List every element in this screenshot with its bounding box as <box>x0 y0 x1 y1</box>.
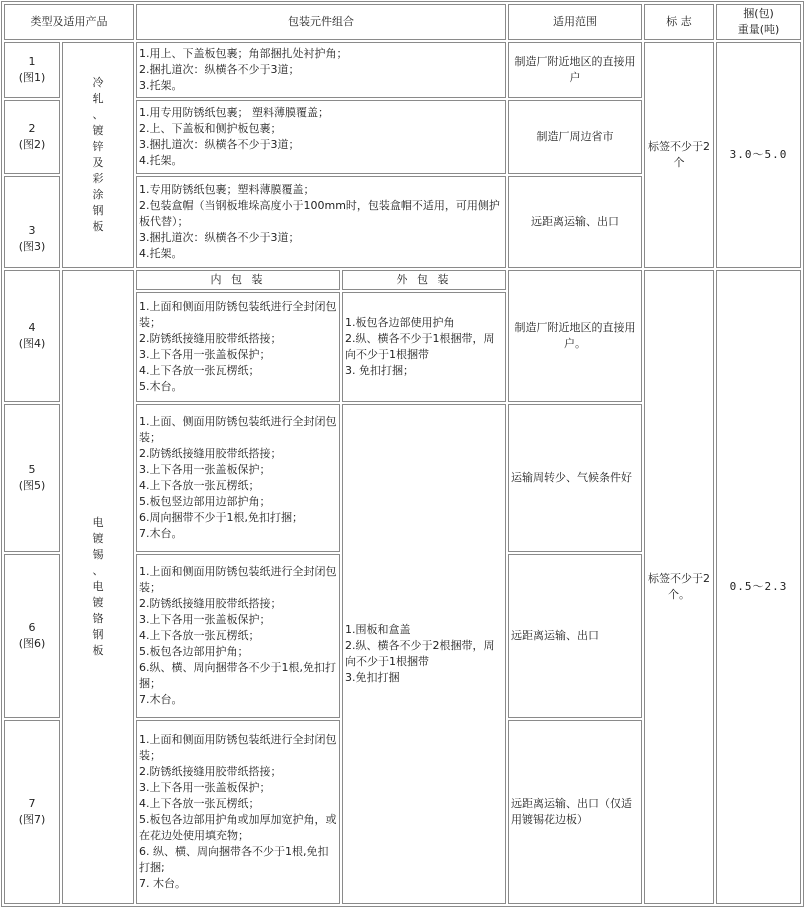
header-row <box>4 4 801 40</box>
scope-cell: 远距离运输、出口 <box>508 176 642 268</box>
inner-packaging-list <box>136 554 340 718</box>
list-item: 4.上下各放一张瓦楞纸； <box>139 797 260 810</box>
list-item: 4.上下各放一张瓦楞纸； <box>139 629 260 642</box>
inner-packaging-list <box>136 720 340 904</box>
list-item: 2.防锈纸接缝用胶带纸搭接； <box>139 597 282 610</box>
figure-ref: (图4) <box>18 337 46 350</box>
figure-ref: (图3) <box>18 240 46 253</box>
list-item: 2.包装盒帽（当钢板堆垛高度小于100mm时，包装盒帽不适用，可用侧护板代替）； <box>139 199 500 228</box>
type-number-cell <box>4 176 60 268</box>
list-item: 1.围板和盒盖 <box>345 623 411 636</box>
type-number-cell <box>4 404 60 552</box>
list-item: 4.上下各放一张瓦楞纸； <box>139 479 260 492</box>
list-item: 2.纵、横各不少于1根捆带，周向不少于1根捆带 <box>345 332 495 361</box>
list-item: 7.木台。 <box>139 527 183 540</box>
inner-packaging-header: 内 包 装 <box>136 270 340 290</box>
header-weight-line1: 捆(包) <box>743 7 774 20</box>
figure-ref: (图5) <box>18 479 46 492</box>
figure-ref: (图7) <box>18 813 46 826</box>
list-item: 2.防锈纸接缝用胶带纸搭接； <box>139 765 282 778</box>
list-item: 1.板包各边部使用护角 <box>345 316 455 329</box>
list-item: 6.纵、横、周向捆带各不少于1根,免扣打捆； <box>139 661 336 690</box>
list-item: 7.木台。 <box>139 693 183 706</box>
list-item: 6. 纵、横、周向捆带各不少于1根,免扣打捆; <box>139 845 329 874</box>
type-number-cell <box>4 100 60 174</box>
weight-cell: 0.5～2.3 <box>716 270 801 904</box>
scope-cell: 制造厂附近地区的直接用户 <box>508 42 642 98</box>
type-number-cell <box>4 270 60 402</box>
list-item: 2.防锈纸接缝用胶带纸搭接； <box>139 332 282 345</box>
scope-cell: 制造厂周边省市 <box>508 100 642 174</box>
list-item: 2.上、下盖板和侧护板包裹； <box>139 122 282 135</box>
list-item: 3. 免扣打捆； <box>345 364 414 377</box>
list-item: 1.用专用防锈纸包裹； 塑料薄膜覆盖； <box>139 106 329 119</box>
list-item: 3.上下各用一张盖板保护； <box>139 613 271 626</box>
packaging-table <box>1 1 804 907</box>
component-list <box>136 176 506 268</box>
header-scope: 适用范围 <box>508 4 642 40</box>
list-item: 5.板包各边部用护角； <box>139 645 249 658</box>
inner-packaging-list <box>136 292 340 402</box>
list-item: 3.上下各用一张盖板保护； <box>139 781 271 794</box>
type-number: 6 <box>28 621 36 634</box>
list-item: 3.上下各用一张盖板保护； <box>139 348 271 361</box>
figure-ref: (图2) <box>18 138 46 151</box>
product-cold-rolled: 冷 轧 、 镀 锌 及 彩 涂 钢 板 <box>62 42 134 268</box>
list-item: 5.板包竖边部用边部护角； <box>139 495 271 508</box>
list-item: 1.上面和侧面用防锈包装纸进行全封闭包装； <box>139 565 337 594</box>
outer-packaging-list <box>342 292 506 402</box>
scope-cell: 运输周转少、气候条件好 <box>508 404 642 552</box>
type-number: 7 <box>28 797 36 810</box>
list-item: 3.上下各用一张盖板保护； <box>139 463 271 476</box>
scope-cell: 远距离运输、出口 <box>508 554 642 718</box>
scope-cell: 远距离运输、出口（仅适用镀锡花边板） <box>508 720 642 904</box>
header-components: 包装元件组合 <box>136 4 506 40</box>
figure-ref: (图6) <box>18 637 46 650</box>
list-item: 1.专用防锈纸包裹；塑料薄膜覆盖； <box>139 183 315 196</box>
outer-packaging-list <box>342 404 506 904</box>
type-number-cell <box>4 42 60 98</box>
scope-cell: 制造厂附近地区的直接用户。 <box>508 270 642 402</box>
list-item: 4.托架。 <box>139 247 183 260</box>
list-item: 1.上面和侧面用防锈包装纸进行全封闭包装； <box>139 300 337 329</box>
list-item: 7. 木台。 <box>139 877 186 890</box>
list-item: 4.托架。 <box>139 154 183 167</box>
header-type-product: 类型及适用产品 <box>4 4 134 40</box>
mark-cell: 标签不少于2个。 <box>644 270 714 904</box>
header-mark: 标 志 <box>644 4 714 40</box>
header-weight <box>716 4 801 40</box>
type-number-cell <box>4 554 60 718</box>
list-item: 1.上面、侧面用防锈包装纸进行全封闭包装； <box>139 415 337 444</box>
inner-packaging-list <box>136 404 340 552</box>
mark-cell: 标签不少于2个 <box>644 42 714 268</box>
component-list <box>136 42 506 98</box>
list-item: 2.捆扎道次：纵横各不少于3道； <box>139 63 300 76</box>
list-item: 5.板包各边部用护角或加厚加宽护角，或在花边处使用填充物； <box>139 813 337 842</box>
table-row <box>4 270 801 290</box>
type-number: 3 <box>28 224 36 237</box>
product-electroplated: 电 镀 锡 、 电 镀 铬 钢 板 <box>62 270 134 904</box>
weight-cell: 3.0～5.0 <box>716 42 801 268</box>
table-row <box>4 42 801 98</box>
list-item: 1.上面和侧面用防锈包装纸进行全封闭包装； <box>139 733 337 762</box>
type-number: 5 <box>28 463 36 476</box>
type-number: 1 <box>28 55 36 68</box>
outer-packaging-header: 外 包 装 <box>342 270 506 290</box>
figure-ref: (图1) <box>18 71 46 84</box>
list-item: 3.托架。 <box>139 79 183 92</box>
type-number-cell <box>4 720 60 904</box>
list-item: 6.周向捆带不少于1根,免扣打捆； <box>139 511 303 524</box>
list-item: 4.上下各放一张瓦楞纸； <box>139 364 260 377</box>
list-item: 3.捆扎道次：纵横各不少于3道； <box>139 138 300 151</box>
list-item: 3.免扣打捆 <box>345 671 400 684</box>
list-item: 1.用上、下盖板包裹；角部捆扎处衬护角； <box>139 47 348 60</box>
type-number: 2 <box>28 122 36 135</box>
list-item: 2.防锈纸接缝用胶带纸搭接； <box>139 447 282 460</box>
list-item: 3.捆扎道次：纵横各不少于3道； <box>139 231 300 244</box>
header-weight-line2: 重量(吨) <box>737 23 780 36</box>
type-number: 4 <box>28 321 36 334</box>
list-item: 2.纵、横各不少于2根捆带，周向不少于1根捆带 <box>345 639 495 668</box>
list-item: 5.木台。 <box>139 380 183 393</box>
component-list <box>136 100 506 174</box>
